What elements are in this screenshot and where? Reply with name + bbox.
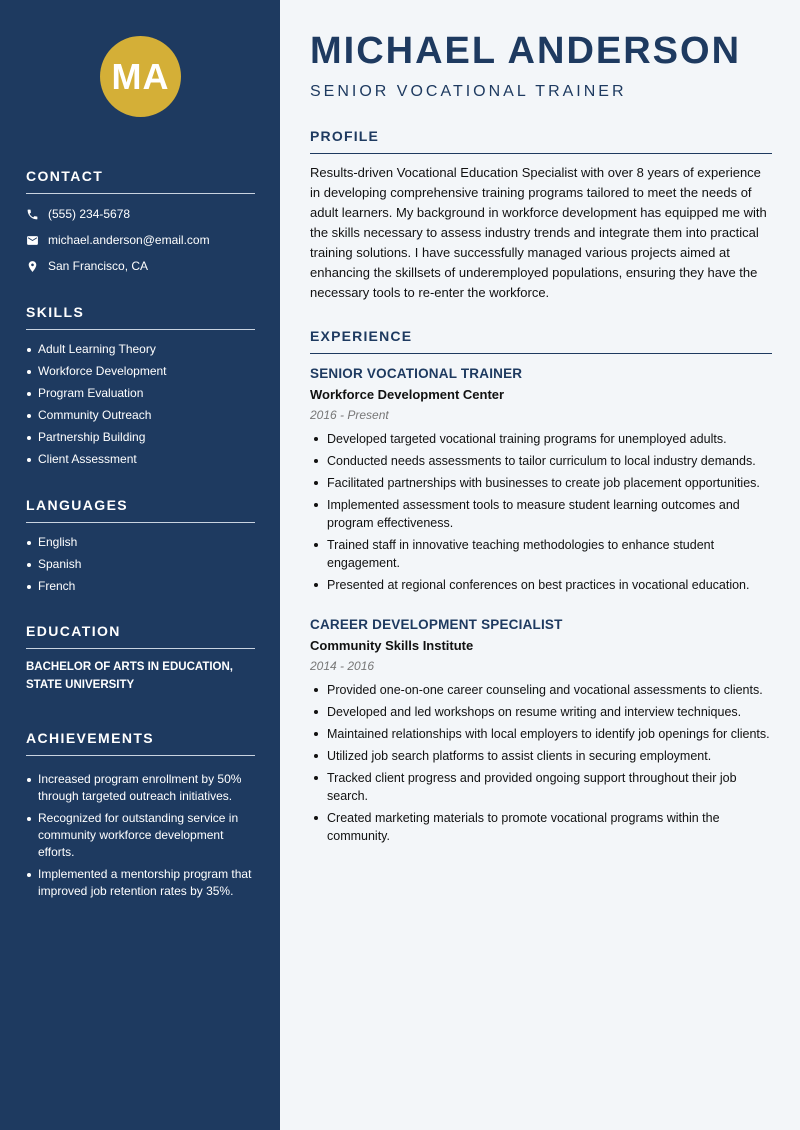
phone-icon xyxy=(26,208,39,221)
job-entry xyxy=(310,366,772,598)
profile-text: Results-driven Vocational Education Specialist with over 8 years of experience in developing comprehensive training programs tailored to meet the needs of adult learners. My background in workforce development has equipped me with the skills necessary to assess industry trends and integrate them into practical training solutions. I have successfully managed various projects aimed at enhancing the skillsets of underemployed populations, ensuring they have the necessary tools to re-enter the workforce. xyxy=(310,165,767,300)
job-title: CAREER DEVELOPMENT SPECIALIST xyxy=(310,617,563,632)
job-bullet: Trained staff in innovative teaching methodologies to enhance student engagement. xyxy=(310,536,772,572)
language-item: French xyxy=(26,578,255,595)
achievement-item: Recognized for outstanding service in community workforce development efforts. xyxy=(26,810,255,861)
achievements-section xyxy=(26,730,255,905)
skill-item: Partnership Building xyxy=(26,429,255,446)
location-pin-icon xyxy=(26,260,39,273)
job-dates: 2016 - Present xyxy=(310,408,389,422)
education-heading: EDUCATION xyxy=(26,623,255,649)
job-bullet: Facilitated partnerships with businesses to create job placement opportunities. xyxy=(310,474,772,492)
profile-heading: PROFILE xyxy=(310,128,772,154)
job-bullet: Maintained relationships with local employers to identify job openings for clients. xyxy=(310,725,772,743)
job-bullet: Conducted needs assessments to tailor curriculum to local industry demands. xyxy=(310,452,772,470)
skill-item: Community Outreach xyxy=(26,407,255,424)
skills-heading: SKILLS xyxy=(26,304,255,330)
languages-heading: LANGUAGES xyxy=(26,497,255,523)
phone-text: (555) 234-5678 xyxy=(48,207,131,221)
avatar: MA xyxy=(100,36,181,117)
job-company: Workforce Development Center xyxy=(310,387,505,402)
job-bullet: Presented at regional conferences on best practices in vocational education. xyxy=(310,576,772,594)
skill-item: Client Assessment xyxy=(26,451,255,468)
language-item: English xyxy=(26,534,255,551)
experience-heading: EXPERIENCE xyxy=(310,328,772,354)
email-icon xyxy=(26,234,39,247)
email-text: michael.anderson@email.com xyxy=(48,233,210,247)
location-text: San Francisco, CA xyxy=(48,259,149,273)
skill-item: Workforce Development xyxy=(26,363,255,380)
job-bullet: Provided one-on-one career counseling and vocational assessments to clients. xyxy=(310,681,772,699)
contact-section xyxy=(26,168,255,279)
language-item: Spanish xyxy=(26,556,255,573)
achievements-heading: ACHIEVEMENTS xyxy=(26,730,255,756)
sidebar xyxy=(0,0,280,1130)
job-company: Community Skills Institute xyxy=(310,638,474,653)
contact-phone xyxy=(26,201,255,227)
job-title: SENIOR VOCATIONAL TRAINER xyxy=(310,366,523,381)
languages-section xyxy=(26,497,255,600)
skill-item: Adult Learning Theory xyxy=(26,341,255,358)
achievement-item: Implemented a mentorship program that improved job retention rates by 35%. xyxy=(26,866,255,900)
candidate-name: MICHAEL ANDERSON xyxy=(310,30,742,72)
contact-location xyxy=(26,253,255,279)
job-bullet: Tracked client progress and provided ongoing support throughout their job search. xyxy=(310,769,772,805)
candidate-role: SENIOR VOCATIONAL TRAINER xyxy=(310,83,627,100)
education-degree: BACHELOR OF ARTS IN EDUCATION, STATE UNIVERSITY xyxy=(26,661,233,691)
job-bullet: Utilized job search platforms to assist clients in securing employment. xyxy=(310,747,772,765)
job-bullet: Developed targeted vocational training programs for unemployed adults. xyxy=(310,430,772,448)
contact-heading: CONTACT xyxy=(26,168,255,194)
skills-section xyxy=(26,304,255,473)
job-dates: 2014 - 2016 xyxy=(310,659,375,673)
education-section xyxy=(26,623,255,694)
job-bullet: Implemented assessment tools to measure student learning outcomes and program effectiveness. xyxy=(310,496,772,532)
skill-item: Program Evaluation xyxy=(26,385,255,402)
contact-email xyxy=(26,227,255,253)
job-entry xyxy=(310,617,772,849)
achievement-item: Increased program enrollment by 50% through targeted outreach initiatives. xyxy=(26,771,255,805)
job-bullet: Created marketing materials to promote vocational programs within the community. xyxy=(310,809,772,845)
job-bullet: Developed and led workshops on resume writing and interview techniques. xyxy=(310,703,772,721)
